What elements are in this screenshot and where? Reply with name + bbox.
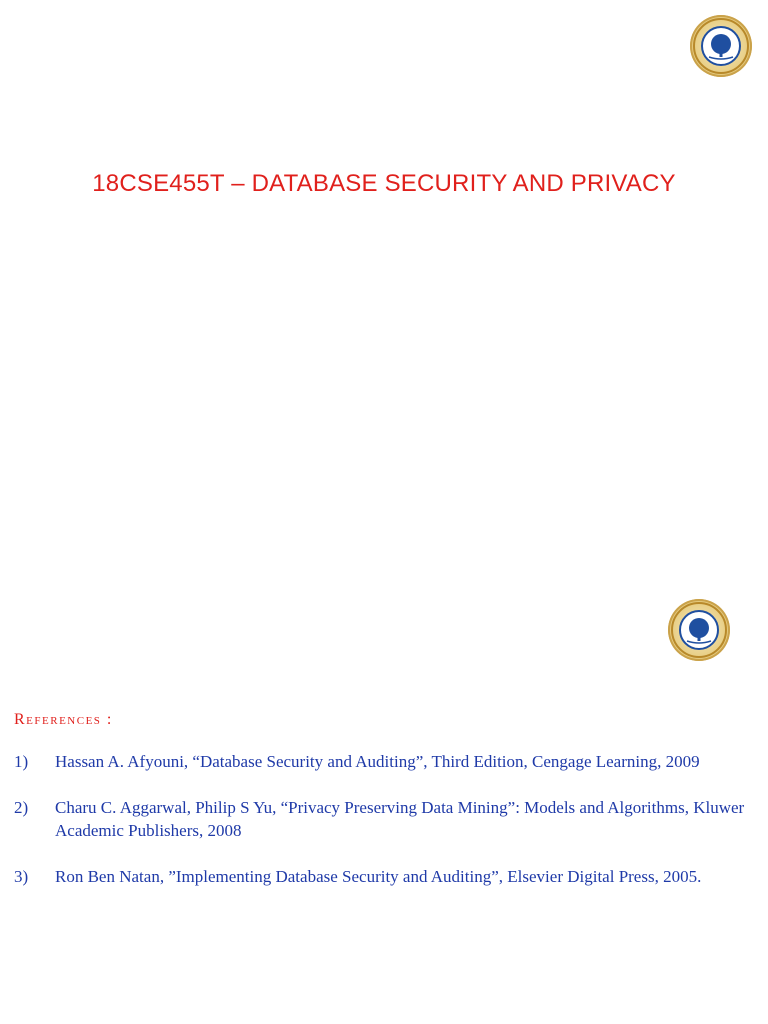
reference-item: [14, 865, 754, 888]
slide-title-text: 18CSE455T – DATABASE SECURITY AND PRIVACY: [92, 170, 676, 197]
reference-text: Hassan A. Afyouni, “Database Security and Auditing”, Third Edition, Cengage Learning, 2009: [55, 752, 700, 771]
reference-item: [14, 750, 754, 773]
references-heading: References :: [14, 711, 113, 728]
references-list: [14, 750, 754, 911]
slide-references: [0, 590, 768, 1024]
university-logo: [668, 599, 730, 661]
reference-text: Ron Ben Natan, ”Implementing Database Security and Auditing”, Elsevier Digital Press, 2005.: [55, 867, 702, 886]
reference-text: Charu C. Aggarwal, Philip S Yu, “Privacy Preserving Data Mining”: Models and Algorithms, Kluwer Academic Publishers, 2008: [55, 798, 745, 840]
reference-item: [14, 796, 754, 842]
university-logo: [690, 15, 752, 77]
reference-number: 2): [14, 798, 29, 817]
reference-number: 3): [14, 867, 29, 886]
reference-number: 1): [14, 752, 29, 771]
